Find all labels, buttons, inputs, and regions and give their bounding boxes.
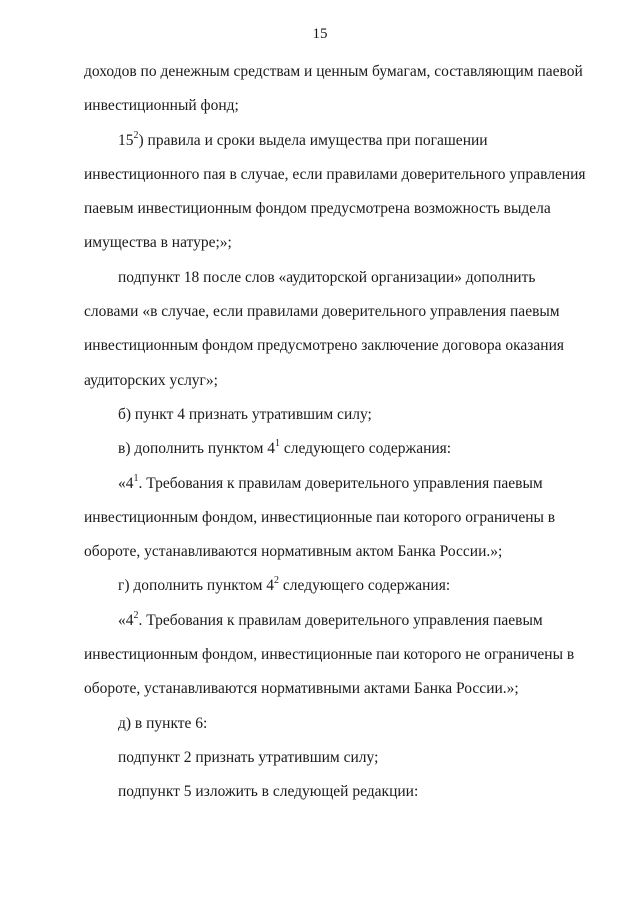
text-suffix: . Требования к правилам доверительного управления паевым (138, 611, 543, 629)
superscript: 2 (133, 609, 139, 621)
text-line: б) пункт 4 признать утратившим силу; (118, 405, 372, 423)
text-prefix: г) дополнить пунктом 4 (118, 577, 275, 595)
list-item-15-2 (84, 124, 566, 158)
text-prefix: в) дополнить пунктом 4 (118, 440, 275, 458)
text-line: подпункт 2 признать утратившим силу; (118, 748, 379, 766)
text-prefix: «4 (118, 474, 134, 492)
text-line (84, 604, 566, 638)
text-line (84, 467, 566, 501)
text-line: инвестиционным фондом, инвестиционные паи которого не ограничены в (84, 646, 575, 664)
text-line: обороте, устанавливаются нормативными актами Банка России.»; (84, 680, 519, 698)
text-line: подпункт 18 после слов «аудиторской организации» дополнить (118, 268, 536, 286)
text-line: инвестиционного пая в случае, если правилами доверительного управления (84, 165, 586, 183)
text-line (84, 569, 566, 603)
text-line: инвестиционным фондом предусмотрено заключение договора оказания (84, 337, 565, 355)
text-line: словами «в случае, если правилами доверительного управления паевым (84, 303, 560, 321)
superscript: 1 (275, 438, 280, 450)
item-number: 15 (118, 131, 134, 149)
text-line: обороте, устанавливаются нормативным актом Банка России.»; (84, 543, 503, 561)
text-suffix: следующего содержания: (280, 440, 452, 458)
text-line: инвестиционный фонд; (84, 97, 239, 115)
text-suffix: следующего содержания: (279, 577, 451, 595)
text-line: аудиторских услуг»; (84, 371, 218, 389)
document-body (84, 55, 586, 810)
text-line: имущества в натуре;»; (84, 234, 232, 252)
superscript: 1 (133, 472, 139, 484)
page-number: 15 (312, 26, 328, 42)
superscript: 2 (133, 129, 139, 141)
text-line: инвестиционным фондом, инвестиционные паи которого ограничены в (84, 508, 556, 526)
text-line: доходов по денежным средствам и ценным бумагам, составляющим паевой (84, 63, 583, 80)
text-line: паевым инвестиционным фондом предусмотрена возможность выдела (84, 200, 551, 218)
item-text: ) правила и сроки выдела имущества при погашении (138, 131, 488, 149)
superscript: 2 (274, 575, 280, 587)
text-line: д) в пункте 6: (118, 714, 208, 732)
text-suffix: . Требования к правилам доверительного управления паевым (138, 474, 543, 492)
text-line: подпункт 5 изложить в следующей редакции: (118, 783, 419, 801)
text-line (84, 432, 566, 466)
text-prefix: «4 (118, 611, 134, 629)
